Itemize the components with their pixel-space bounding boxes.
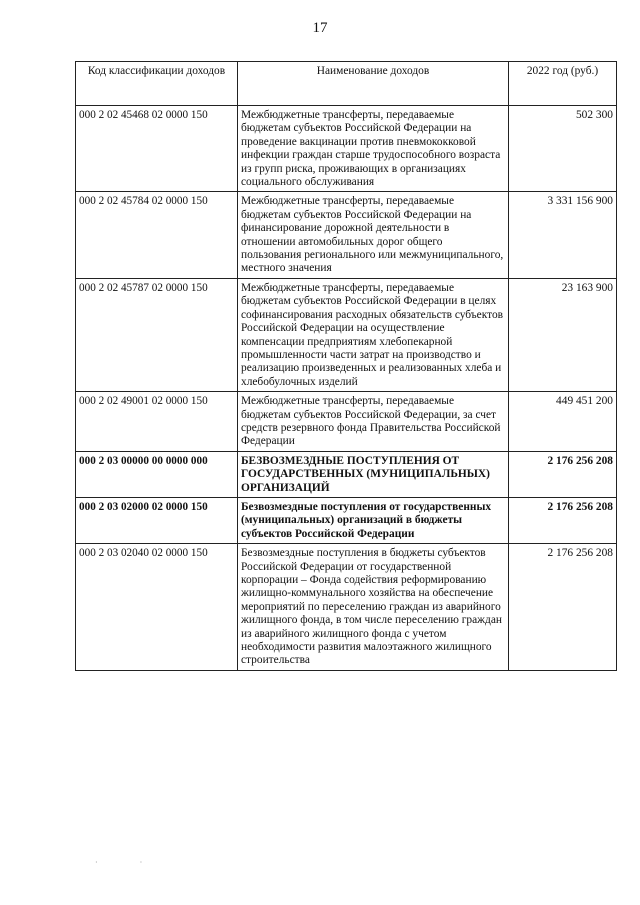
row-name: Межбюджетные трансферты, передаваемые бюджетам субъектов Российской Федерации на проведение вакцинации против пневмококковой инфекции граждан старше трудоспособного возраста из групп риска, проживающих в организациях социального обслуживания (238, 106, 509, 192)
row-amount: 2 176 256 208 (509, 497, 617, 543)
page-number: 17 (312, 20, 328, 36)
header-name: Наименование доходов (238, 62, 509, 106)
header-code: Код классификации доходов (76, 62, 238, 106)
row-code: 000 2 02 49001 02 0000 150 (76, 392, 238, 452)
row-code: 000 2 02 45784 02 0000 150 (76, 192, 238, 278)
row-name: Безвозмездные поступления от государственных (муниципальных) организаций в бюджеты субъектов Российской Федерации (238, 497, 509, 543)
table-row-subgroup-header (76, 497, 617, 543)
row-amount: 2 176 256 208 (509, 544, 617, 671)
table-header-row (76, 62, 617, 106)
income-table (75, 61, 617, 671)
row-code: 000 2 02 45787 02 0000 150 (76, 278, 238, 391)
row-code: 000 2 03 02040 02 0000 150 (76, 544, 238, 671)
row-name: Безвозмездные поступления в бюджеты субъектов Российской Федерации от государственной корпорации – Фонда содействия реформированию жилищно-коммунального хозяйства на обеспечение мероприятий по переселению граждан из аварийного жилищного фонда, в том числе переселению граждан из аварийного жилищного фонда с учетом необходимости развития малоэтажного жилищного строительства (238, 544, 509, 671)
table-row (76, 544, 617, 671)
row-name: БЕЗВОЗМЕЗДНЫЕ ПОСТУПЛЕНИЯ ОТ ГОСУДАРСТВЕННЫХ (МУНИЦИПАЛЬНЫХ) ОРГАНИЗАЦИЙ (238, 451, 509, 497)
row-name: Межбюджетные трансферты, передаваемые бюджетам субъектов Российской Федерации в целях софинансирования расходных обязательств субъектов Российской Федерации на осуществление компенсации предприятиям хлебопекарной промышленности части затрат на производство и реализацию произведенных и реализованных хлеба и хлебобулочных изделий (238, 278, 509, 391)
header-amount: 2022 год (руб.) (509, 62, 617, 106)
row-name: Межбюджетные трансферты, передаваемые бюджетам субъектов Российской Федерации на финансирование дорожной деятельности в отношении автомобильных дорог общего пользования регионального или межмуниципального, местного значения (238, 192, 509, 278)
scan-speck-dots: · · (95, 858, 163, 867)
row-amount: 502 300 (509, 106, 617, 192)
row-amount: 3 331 156 900 (509, 192, 617, 278)
table-row (76, 392, 617, 452)
row-amount: 23 163 900 (509, 278, 617, 391)
row-amount: 2 176 256 208 (509, 451, 617, 497)
row-code: 000 2 02 45468 02 0000 150 (76, 106, 238, 192)
row-amount: 449 451 200 (509, 392, 617, 452)
table-row (76, 192, 617, 278)
row-code: 000 2 03 00000 00 0000 000 (76, 451, 238, 497)
row-name: Межбюджетные трансферты, передаваемые бюджетам субъектов Российской Федерации, за счет средств резервного фонда Правительства Российской Федерации (238, 392, 509, 452)
table-row (76, 106, 617, 192)
table-row-group-header (76, 451, 617, 497)
row-code: 000 2 03 02000 02 0000 150 (76, 497, 238, 543)
table-row (76, 278, 617, 391)
